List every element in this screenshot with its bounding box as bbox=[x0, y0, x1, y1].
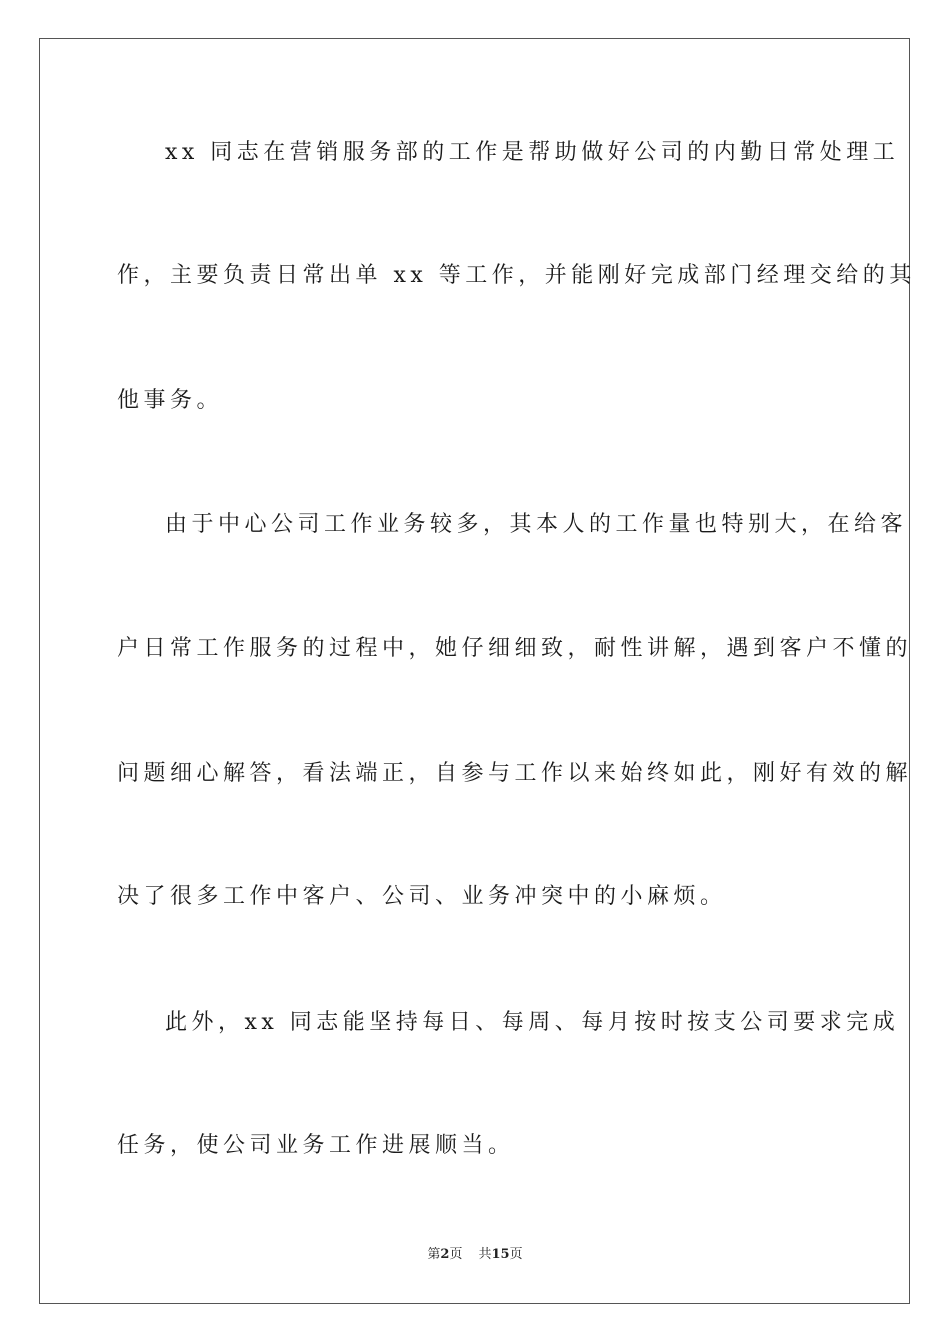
page-suffix: 页 bbox=[449, 1247, 463, 1262]
total-pages: 15 bbox=[491, 1247, 510, 1262]
total-suffix: 页 bbox=[509, 1247, 523, 1262]
paragraph-line: xx 同志在营销服务部的工作是帮助做好公司的内勤日常处理工 bbox=[165, 140, 900, 165]
paragraph-line: 问题细心解答，看法端正，自参与工作以来始终如此，刚好有效的解 bbox=[117, 761, 913, 786]
paragraph-line: 作，主要负责日常出单 xx 等工作，并能刚好完成部门经理交给的其 bbox=[117, 263, 916, 288]
paragraph-line: 决了很多工作中客户、公司、业务冲突中的小麻烦。 bbox=[117, 884, 727, 909]
total-prefix: 共 bbox=[478, 1247, 492, 1262]
paragraph-line: 户日常工作服务的过程中，她仔细细致，耐性讲解，遇到客户不懂的 bbox=[117, 636, 913, 661]
paragraph-line: 此外，xx 同志能坚持每日、每周、每月按时按支公司要求完成 bbox=[165, 1010, 900, 1035]
page-border bbox=[39, 38, 916, 1304]
paragraph-line: 由于中心公司工作业务较多，其本人的工作量也特别大，在给客 bbox=[165, 512, 908, 537]
paragraph-line: 他事务。 bbox=[117, 388, 224, 413]
page-footer bbox=[0, 1246, 950, 1264]
page-number: 2 bbox=[440, 1247, 450, 1262]
paragraph-line: 任务，使公司业务工作进展顺当。 bbox=[117, 1133, 515, 1158]
page-prefix: 第 bbox=[427, 1247, 441, 1262]
